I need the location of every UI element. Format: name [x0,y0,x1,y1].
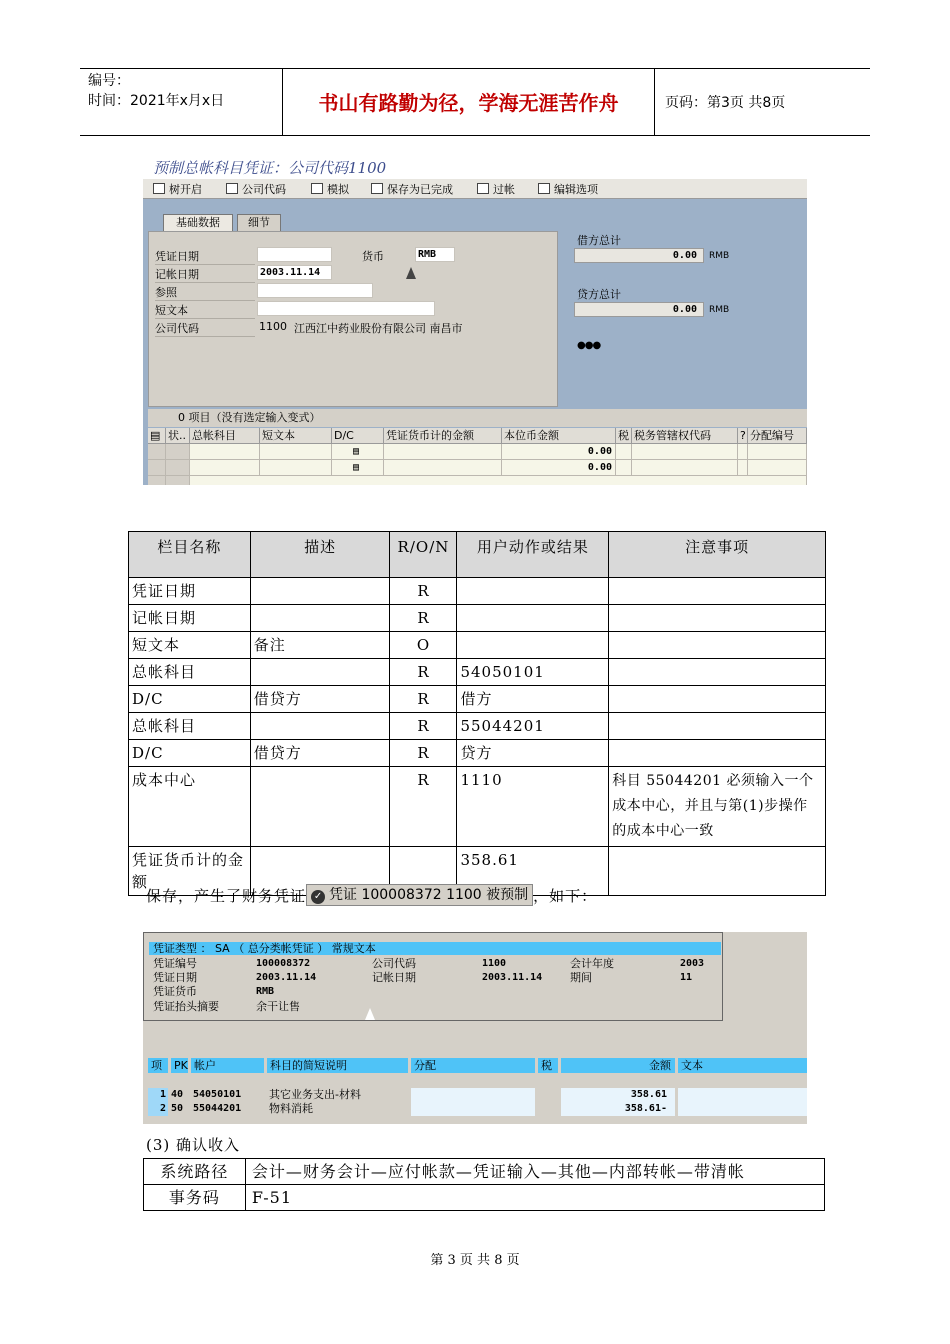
cell [250,578,390,605]
grid-header-local-amount[interactable]: 本位币金额 [502,428,616,444]
col-item[interactable]: 项 [148,1058,168,1073]
table-row [129,578,826,605]
time-label: 时间：2021年x月x日 [88,93,225,109]
company-code-label: 公司代码 [155,320,255,337]
tcode-value: F-51 [245,1185,824,1211]
company-icon [226,183,238,194]
jurisdiction-cell[interactable] [632,444,738,460]
status-message-text: 凭证 100008372 1100 被预制 [329,887,529,903]
cell: R [390,713,457,740]
cell: R [390,767,457,847]
debit-total-label: 借方总计 [577,234,621,247]
edit-options-button[interactable]: 编辑选项 [538,182,598,197]
cell: 短文本 [129,632,251,659]
reference-input[interactable] [257,283,373,298]
credit-total-label: 贷方总计 [577,288,621,301]
doc-number-label: 凭证编号 [153,957,197,970]
table-row [129,659,826,686]
credit-unit: RMB [709,305,730,315]
company-code: 1100 [482,958,507,969]
header-text-label: 凭证抬头摘要 [153,1000,219,1013]
currency-label: 凭证货币 [153,985,197,998]
grid-header-jurisdiction[interactable]: 税务管辖权代码 [632,428,738,444]
table-row [129,632,826,659]
field-table [128,531,826,896]
col-assignment[interactable]: 分配 [411,1058,535,1073]
col-pk[interactable]: PK [171,1058,188,1073]
row-status-button[interactable] [166,444,190,460]
items-bar: 0 项目（没有选定输入变式） [148,409,807,427]
doc-date-label: 凭证日期 [153,971,197,984]
flag-checkbox[interactable] [738,444,748,460]
currency: RMB [256,986,275,997]
checkmark-icon: ✓ [311,890,325,904]
cell [609,578,826,605]
grid-select-all-icon[interactable]: ▤ [148,428,166,444]
sap-screen-park-document [143,157,807,485]
page-label: 页码：第3页 共8页 [665,95,786,111]
cell: 凭证日期 [129,578,251,605]
cell: 55044201 [457,713,609,740]
company-code-button[interactable]: 公司代码 [226,182,286,197]
number-label: 编号： [88,73,130,89]
doc-date-input[interactable] [257,247,332,262]
system-path-table [143,1158,825,1211]
simulate-button[interactable]: 模拟 [311,182,349,197]
cell [609,847,826,896]
grid-header-doc-amount[interactable]: 凭证货币计的金额 [384,428,502,444]
grid-header-short-text[interactable]: 短文本 [260,428,332,444]
row-selector[interactable] [148,444,166,460]
col-ron: R/O/N [390,532,457,578]
cell: 借贷方 [250,686,390,713]
table-row [144,1159,825,1185]
cell: 凭证货币计的金额 [129,847,251,896]
save-icon [371,183,383,194]
cell [457,578,609,605]
cell [250,713,390,740]
motto: 书山有路勤为径，学海无涯苦作舟 [283,69,655,135]
dc-dropdown-icon[interactable]: ▤ [332,444,384,460]
item-grid [148,428,807,485]
flag-checkbox[interactable] [738,460,748,476]
table-row [129,713,826,740]
cell: 备注 [250,632,390,659]
post-date-input[interactable]: 2003.11.14 [257,265,332,280]
table-row [129,767,826,847]
gl-account-cell[interactable] [190,460,260,476]
row-selector[interactable] [148,476,166,485]
grid-row[interactable] [148,460,807,476]
row-status-button[interactable] [166,460,190,476]
doc-number: 100008372 [256,958,311,969]
line-account: 54050101 [193,1089,242,1100]
grid-header-tax[interactable]: 税 [616,428,632,444]
col-field-name: 栏目名称 [129,532,251,578]
line-text [678,1102,807,1116]
col-tax[interactable]: 税 [538,1058,558,1073]
short-text-cell[interactable] [260,444,332,460]
mouse-pointer-icon [365,1008,375,1020]
jurisdiction-cell[interactable] [632,460,738,476]
cell [609,659,826,686]
cell: R [390,605,457,632]
tab-details[interactable]: 细节 [237,214,281,231]
cell: R [390,659,457,686]
short-text-label: 短文本 [155,302,255,319]
page-header [80,68,870,136]
short-text-input[interactable] [257,301,435,316]
grid-header-assignment[interactable]: 分配编号 [748,428,807,444]
line-amount: 358.61- [561,1102,675,1116]
line-assignment [411,1102,535,1116]
tcode-label: 事务码 [144,1185,246,1211]
table-row [129,686,826,713]
cell [609,713,826,740]
cell [609,632,826,659]
dc-dropdown-icon[interactable]: ▤ [332,460,384,476]
row-status-button[interactable] [166,476,190,485]
company-name: 江西江中药业股份有限公司 南昌市 [294,322,463,335]
doc-type-bar: 凭证类型 ： SA （ 总分类帐凭证 ） 常规文本 [149,942,721,955]
grid-row-partial[interactable] [148,476,807,485]
cell: 358.61 [457,847,609,896]
grid-header-dc[interactable]: D/C [332,428,384,444]
path-label: 系统路径 [144,1159,246,1185]
cell [250,659,390,686]
section-heading: (3) 确认收入 [146,1136,241,1154]
cell: 借方 [457,686,609,713]
line-desc: 其它业务支出-材料 [269,1088,361,1101]
line-pk: 50 [171,1103,184,1114]
post-date-label: 记帐日期 [155,266,255,283]
cell: 总帐科目 [129,659,251,686]
cell [609,686,826,713]
grid-header-status[interactable]: 状.. [166,428,190,444]
save-suffix: ，如下： [533,887,598,905]
period-label: 期间 [570,971,592,984]
simulate-icon [311,183,323,194]
col-amount[interactable]: 金额 [561,1058,675,1073]
page-footer: 第 3 页 共 8 页 [430,1253,520,1268]
credit-total-value: 0.00 [574,302,704,317]
cell: R [390,740,457,767]
doc-amount-cell[interactable] [384,444,502,460]
tab-basic-data[interactable]: 基础数据 [163,214,233,231]
col-text[interactable]: 文本 [678,1058,807,1073]
local-amount-cell[interactable]: 0.00 [502,444,616,460]
row-selector[interactable] [148,460,166,476]
fiscal-year-label: 会计年度 [570,957,614,970]
currency-label: 货币 [362,250,384,263]
table-row [144,1185,825,1211]
doc-date-label: 凭证日期 [155,248,255,265]
assignment-cell[interactable] [748,460,807,476]
cell [457,605,609,632]
tax-cell[interactable] [616,460,632,476]
cell: D/C [129,686,251,713]
row-cells[interactable] [190,476,807,485]
line-amount: 358.61 [561,1088,675,1102]
cell: R [390,578,457,605]
fiscal-year: 2003 [680,958,705,969]
toolbar [143,179,807,199]
header-text: 余干让售 [256,1000,300,1013]
line-assignment [411,1088,535,1102]
mouse-pointer-icon [406,267,416,279]
cell: 54050101 [457,659,609,686]
tree-icon [153,183,165,194]
grid-header-flag[interactable]: ? [738,428,748,444]
path-value: 会计—财务会计—应付帐款—凭证输入—其他—内部转帐—带清帐 [245,1159,824,1185]
cell: D/C [129,740,251,767]
cell: 记帐日期 [129,605,251,632]
post-date-label: 记帐日期 [372,971,416,984]
line-desc: 物料消耗 [269,1102,313,1115]
grid-row[interactable] [148,444,807,460]
assignment-cell[interactable] [748,444,807,460]
cell [609,740,826,767]
cell: 借贷方 [250,740,390,767]
gl-account-cell[interactable] [190,444,260,460]
screen-title: 预制总帐科目凭证：公司代码1100 [143,157,807,179]
cell: 贷方 [457,740,609,767]
cell [250,605,390,632]
line-text [678,1088,807,1102]
save-prefix: 保存，产生了财务凭证 [146,887,307,905]
status-lights-icon: ●●● [577,340,601,351]
tax-cell[interactable] [616,444,632,460]
local-amount-cell[interactable]: 0.00 [502,460,616,476]
post-icon [477,183,489,194]
table-row [129,605,826,632]
post-date: 2003.11.14 [482,972,543,983]
cell: 1110 [457,767,609,847]
table-row [129,740,826,767]
doc-amount-cell[interactable] [384,460,502,476]
line-account: 55044201 [193,1103,242,1114]
table-header-row [129,532,826,578]
reference-label: 参照 [155,284,255,301]
currency-input[interactable]: RMB [415,247,455,262]
header-form [148,231,558,407]
cell: 科目 55044201 必须输入一个成本中心，并且与第(1)步操作的成本中心一致 [609,767,826,847]
save-complete-button[interactable]: 保存为已完成 [371,182,453,197]
cell: O [390,632,457,659]
col-account[interactable]: 帐户 [191,1058,264,1073]
col-account-desc[interactable]: 科目的简短说明 [267,1058,408,1073]
col-user-action: 用户动作或结果 [457,532,609,578]
col-description: 描述 [250,532,390,578]
debit-unit: RMB [709,251,730,261]
post-button[interactable]: 过帐 [477,182,515,197]
company-code-value: 1100 [259,320,287,333]
company-code-label: 公司代码 [372,957,416,970]
grid-header-gl-account[interactable]: 总帐科目 [190,428,260,444]
col-notes: 注意事项 [609,532,826,578]
save-result-text [146,884,597,908]
header-meta [80,69,283,135]
cell [250,767,390,847]
line-pk: 40 [171,1089,184,1100]
cell: 成本中心 [129,767,251,847]
sap-screen-document-overview [143,932,807,1124]
document-header-box [143,932,723,1021]
debit-total-value: 0.00 [574,248,704,263]
short-text-cell[interactable] [260,460,332,476]
cell [609,605,826,632]
line-item-no[interactable]: 1 [148,1088,168,1102]
line-item-no[interactable]: 2 [148,1102,168,1116]
cell: 总帐科目 [129,713,251,740]
cell: R [390,686,457,713]
period: 11 [680,972,693,983]
cell [457,632,609,659]
doc-date: 2003.11.14 [256,972,317,983]
status-message [306,884,533,906]
tree-on-button[interactable]: 树开启 [153,182,202,197]
pencil-icon [538,183,550,194]
